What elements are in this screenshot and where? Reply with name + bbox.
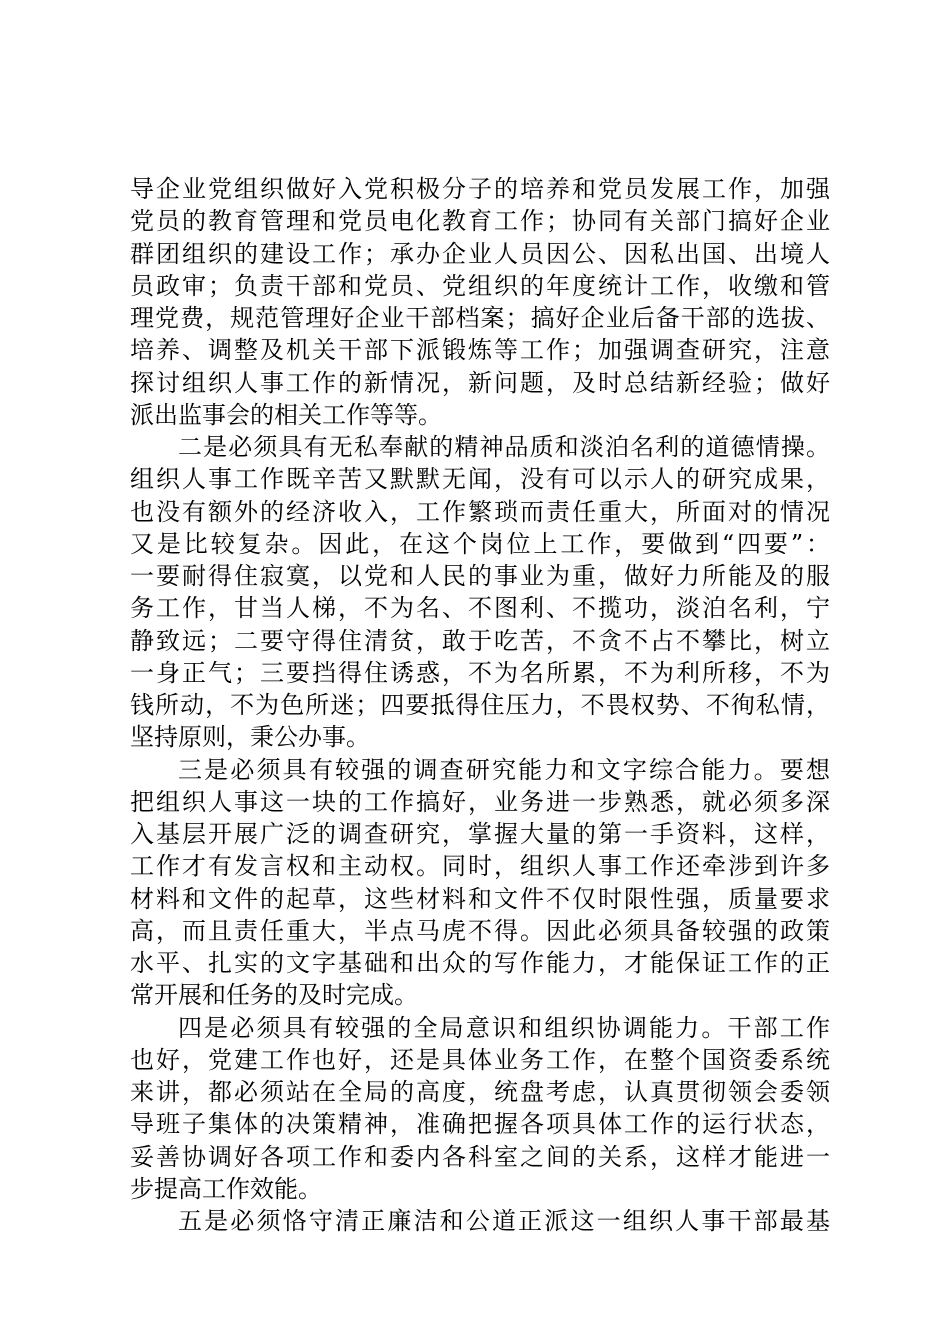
text-line: 组织人事工作既辛苦又默默无闻，没有可以示人的研究成果，: [130, 465, 832, 494]
text-line: 四是必须具有较强的全局意识和组织协调能力。干部工作: [178, 1013, 833, 1042]
text-line: 钱所动，不为色所迷；四要抵得住压力，不畏权势、不徇私情，: [130, 691, 832, 719]
text-line: 培养、调整及机关干部下派锻炼等工作；加强调查研究，注意: [130, 336, 832, 365]
paragraph: [130, 1205, 833, 1237]
text-line: 也没有额外的经济收入，工作繁琐而责任重大，所面对的情况: [130, 497, 832, 526]
text-line: 坚持原则，秉公办事。: [130, 723, 370, 752]
paragraph: [130, 173, 830, 431]
text-line: 步提高工作效能。: [130, 1174, 322, 1203]
text-line: 导班子集体的决策精神，准确把握各项具体工作的运行状态，: [130, 1110, 832, 1139]
paragraph: [130, 431, 833, 754]
text-line: 派出监事会的相关工作等等。: [130, 400, 442, 429]
text-line: 三是必须具有较强的调查研究能力和文字综合能力。要想: [178, 755, 833, 784]
text-line: 理党费，规范管理好企业干部档案；搞好企业后备干部的选拔、: [130, 304, 832, 332]
text-line: 党员的教育管理和党员电化教育工作；协同有关部门搞好企业: [130, 207, 832, 236]
paragraph: [130, 1012, 833, 1206]
text-line: 高，而且责任重大，半点马虎不得。因此必须具备较强的政策: [130, 916, 832, 945]
text-line: 把组织人事这一块的工作搞好，业务进一步熟悉，就必须多深: [130, 787, 832, 816]
text-line: 五是必须恪守清正廉洁和公道正派这一组织人事干部最基: [178, 1207, 833, 1235]
text-line: 来讲，都必须站在全局的高度，统盘考虑，认真贯彻领会委领: [130, 1078, 832, 1106]
text-line: 又是比较复杂。因此，在这个岗位上工作，要做到“四要”：: [130, 529, 833, 558]
text-line: 探讨组织人事工作的新情况，新问题，及时总结新经验；做好: [130, 368, 832, 397]
text-line: 务工作，甘当人梯，不为名、不图利、不揽功，淡泊名利，宁: [130, 594, 832, 623]
paragraph: [130, 754, 833, 1012]
text-line: 二是必须具有无私奉献的精神品质和淡泊名利的道德情操。: [178, 433, 832, 461]
text-line: 入基层开展广泛的调查研究，掌握大量的第一手资料，这样，: [130, 820, 832, 848]
text-line: 妥善协调好各项工作和委内各科室之间的关系，这样才能进一: [130, 1142, 832, 1171]
text-line: 也好，党建工作也好，还是具体业务工作，在整个国资委系统: [130, 1045, 832, 1074]
text-line: 水平、扎实的文字基础和出众的写作能力，才能保证工作的正: [130, 949, 832, 977]
text-line: 常开展和任务的及时完成。: [130, 981, 418, 1010]
text-line: 静致远；二要守得住清贫，敢于吃苦，不贪不占不攀比，树立: [130, 626, 832, 655]
text-line: 员政审；负责干部和党员、党组织的年度统计工作，收缴和管: [130, 271, 832, 300]
text-line: 工作才有发言权和主动权。同时，组织人事工作还牵涉到许多: [130, 852, 832, 881]
text-line: 导企业党组织做好入党积极分子的培养和党员发展工作，加强: [130, 175, 832, 203]
body-text: [130, 173, 833, 1237]
text-line: 材料和文件的起草，这些材料和文件不仅时限性强，质量要求: [130, 884, 832, 913]
text-line: 一要耐得住寂寞，以党和人民的事业为重，做好力所能及的服: [130, 562, 832, 590]
text-line: 群团组织的建设工作；承办企业人员因公、因私出国、出境人: [130, 239, 832, 268]
text-line: 一身正气；三要挡得住诱惑，不为名所累，不为利所移，不为: [130, 658, 832, 687]
